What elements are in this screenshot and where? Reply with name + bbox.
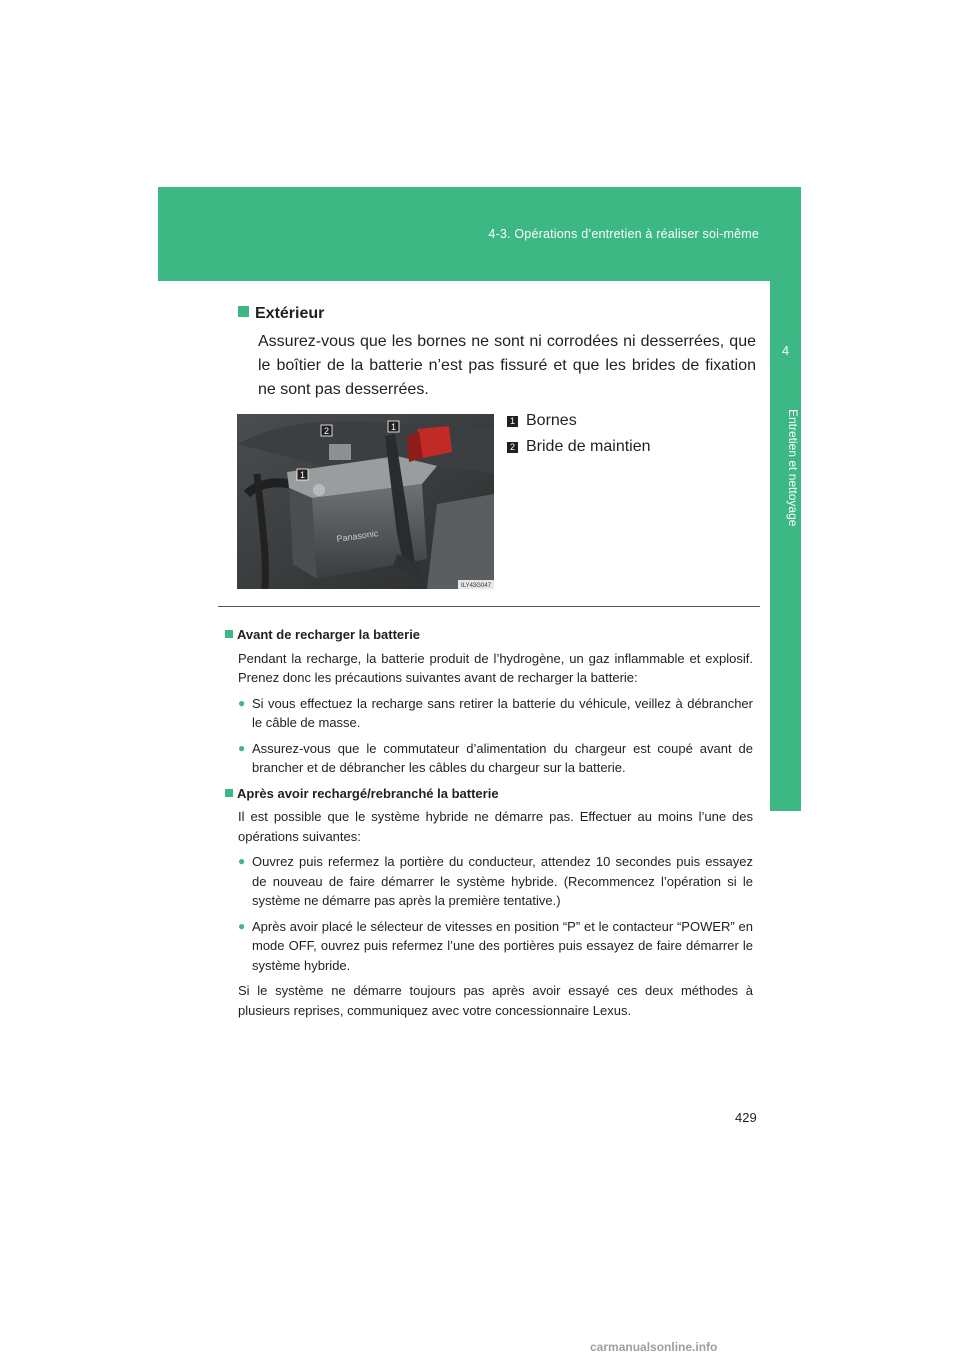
section-heading	[238, 305, 324, 323]
chapter-side-tab	[770, 281, 801, 811]
section-heading-text: Extérieur	[255, 305, 325, 322]
callout-1-top: 1	[390, 422, 397, 432]
legend-num-2: 2	[507, 442, 518, 453]
battery-brand-label: Panasonic	[335, 528, 379, 544]
note-bullet: ● Si vous effectuez la recharge sans retirer la batterie du véhicule, veillez à débrancher le câble de masse.	[238, 694, 753, 733]
note-bullet: ● Assurez-vous que le commutateur d’alimentation du chargeur est coupé avant de brancher et de débrancher les câbles du chargeur sur la batterie.	[238, 739, 753, 778]
section-intro: Assurez-vous que les bornes ne sont ni corrodées ni desserrées, que le boîtier de la batterie n’est pas fissuré et que les brides de fixation ne sont pas desserrées.	[258, 333, 756, 398]
note-bullet: ● Ouvrez puis refermez la portière du conducteur, attendez 10 secondes puis essayez de nouveau de faire démarrer le système hybride. (Recommencez l’opération si le système ne démarre pas après la première tentative.)	[238, 852, 753, 911]
note-heading-after-charging: Après avoir rechargé/rebranché la batterie	[225, 784, 753, 804]
page-number: 429	[735, 1110, 757, 1125]
legend-label-2: Bride de maintien	[526, 438, 651, 455]
note-paragraph: Si le système ne démarre toujours pas après avoir essayé ces deux méthodes à plusieurs reprises, communiquez avec votre concessionnaire Lexus.	[238, 983, 753, 1018]
chapter-header	[158, 187, 801, 281]
legend-label-1: Bornes	[526, 412, 577, 429]
legend-item-terminals	[507, 412, 577, 430]
note-paragraph: Il est possible que le système hybride ne démarre pas. Effectuer au moins l’une des opérations suivantes:	[238, 809, 753, 844]
chapter-number: 4	[781, 343, 790, 358]
figure-code: ILY43G047	[461, 583, 491, 589]
callout-2: 2	[323, 426, 330, 436]
square-bullet-icon	[225, 630, 233, 638]
note-heading-before-charging: Avant de recharger la batterie	[225, 625, 753, 645]
note-bullet: ● Après avoir placé le sélecteur de vitesses en position “P” et le contacteur “POWER” en mode OFF, ouvrez puis refermez l’une des portières puis essayez de faire démarrer le système hybride.	[238, 917, 753, 976]
header-title: 4-3. Opérations d’entretien à réaliser soi-même	[488, 227, 759, 241]
square-bullet-icon	[238, 306, 249, 317]
notes-section	[225, 625, 753, 1026]
note-paragraph: Pendant la recharge, la batterie produit de l’hydrogène, un gaz inflammable et explosif. Prenez donc les précautions suivantes avant de recharger la batterie:	[238, 650, 753, 685]
legend-num-1: 1	[507, 416, 518, 427]
battery-photo	[237, 414, 494, 589]
legend-item-hold-down-clamp	[507, 438, 651, 456]
watermark: carmanualsonline.info	[590, 1340, 718, 1354]
callout-1-left: 1	[299, 470, 306, 480]
section-divider	[218, 606, 760, 607]
chapter-label: Entretien et nettoyage	[786, 409, 800, 527]
square-bullet-icon	[225, 789, 233, 797]
